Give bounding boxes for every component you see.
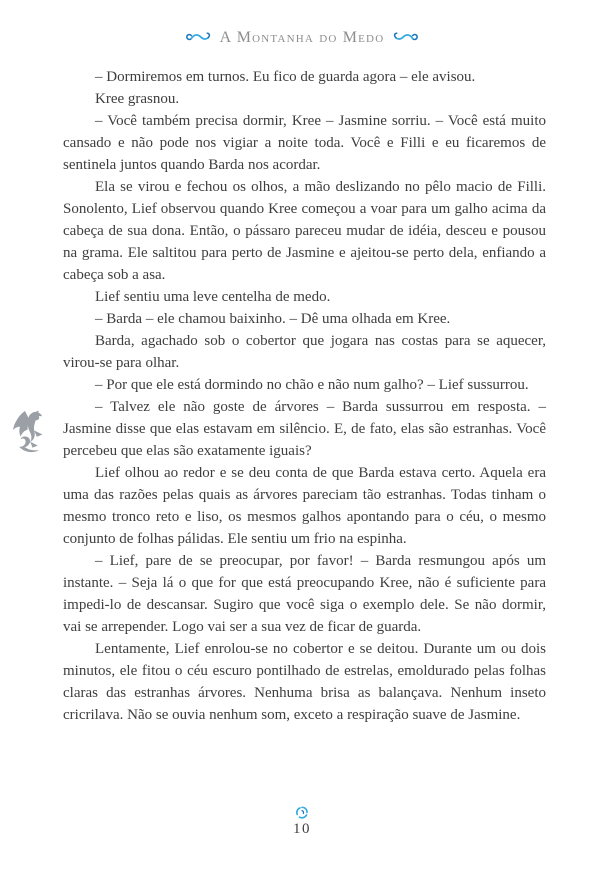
paragraph: – Lief, pare de se preocupar, por favor! – Barda resmungou após um instante. – Seja lá o que for que está preocupando Kree, não é suficiente para impedi-lo de descansar. Sugiro que você siga o exemplo dele. Se não dormir, vai se arrepender. Logo vai ser a sua vez de ficar de guarda. — [63, 553, 546, 635]
paragraph: – Por que ele está dormindo no chão e não num galho? – Lief sussurrou. — [95, 377, 529, 393]
paragraph: Ela se virou e fechou os olhos, a mão deslizando no pêlo macio de Filli. Sonolento, Lief observou quando Kree começou a voar para um galho acima da cabeça de sua dona. Então, o pássaro pareceu mudar de idéia, desceu e pousou na grama. Ele saltitou para perto de Jasmine e ajeitou-se perto dela, enfiando a cabeça sob a asa. — [63, 179, 546, 283]
paragraph: – Dormiremos em turnos. Eu fico de guarda agora – ele avisou. — [95, 69, 476, 85]
knot-ornament-icon — [295, 806, 309, 820]
dragon-icon — [11, 410, 53, 458]
paragraph: – Você também precisa dormir, Kree – Jasmine sorriu. – Você está muito cansado e não pode nos vigiar a noite toda. Você e Filli e eu ficaremos de sentinela juntos quando Barda nos acordar. — [63, 113, 546, 173]
swirl-flourish-right-icon — [392, 31, 419, 44]
chapter-title: A Montanha do Medo — [219, 29, 385, 46]
paragraph: Lief sentiu uma leve centelha de medo. — [95, 289, 331, 305]
paragraph: – Talvez ele não goste de árvores – Barda sussurrou em resposta. – Jasmine disse que elas estavam em silêncio. E, de fato, elas são estranhas. Você percebeu que elas são exatamente iguais? — [63, 399, 546, 459]
footer-ornament — [0, 806, 604, 820]
body-text — [63, 66, 546, 726]
paragraph: Lief olhou ao redor e se deu conta de que Barda estava certo. Aquela era uma das razões pelas quais as árvores pareciam tão estranhas. Todas tinham o mesmo tronco reto e liso, os mesmos galhos apontando para o céu, o mesmo conjunto de folhas pálidas. Ele sentiu um frio na espinha. — [63, 465, 546, 547]
paragraph: Barda, agachado sob o cobertor que jogara nas costas para se aquecer, virou-se para olhar. — [63, 333, 546, 371]
swirl-flourish-left-icon — [185, 31, 212, 44]
paragraph: Lentamente, Lief enrolou-se no cobertor e se deitou. Durante um ou dois minutos, ele fitou o céu escuro pontilhado de estrelas, emoldurado pelas folhas claras das estranhas árvores. Nenhuma brisa as balançava. Nenhum inseto cricrilava. Não se ouvia nenhum som, exceto a respiração suave de Jasmine. — [63, 641, 546, 723]
page-number: 10 — [293, 821, 311, 837]
paragraph: Kree grasnou. — [95, 91, 180, 107]
running-header — [0, 29, 604, 46]
paragraph: – Barda – ele chamou baixinho. – Dê uma olhada em Kree. — [95, 311, 451, 327]
